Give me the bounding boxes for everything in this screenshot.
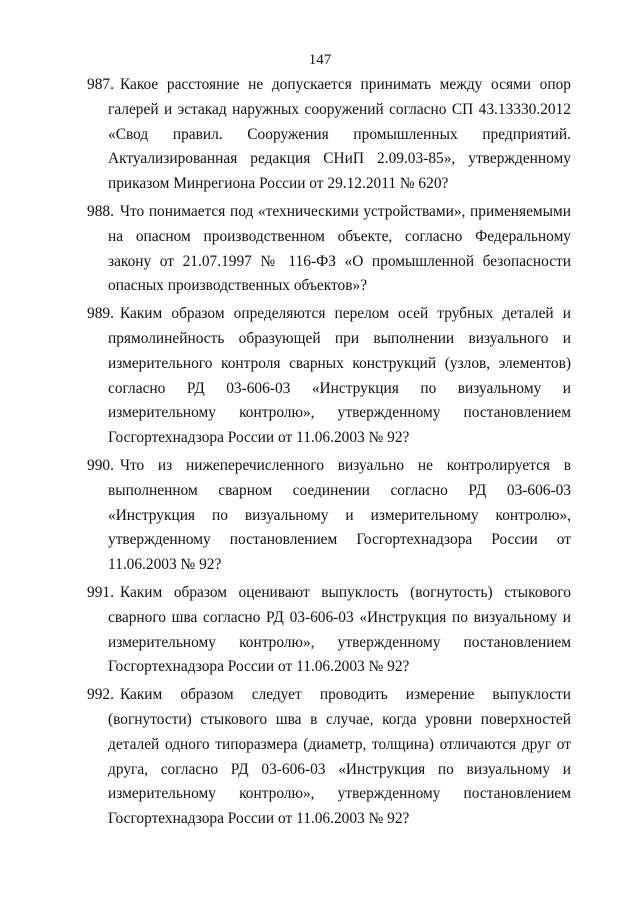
question-text: Каким образом определяются перелом осей трубных деталей и прямолинейность образующей при выполнении визуального и измерительного контроля сварных конструкций (узлов, элементов) согласно РД 03-606-03 «Инструкция по визуальному и измерительному контролю», утвержденному постановлением Госгортехнадзора России от 11.06.2003 № 92? [108,305,571,447]
page-number: 147 [308,52,332,68]
question-number: 987. [87,76,114,93]
question-item [88,454,571,578]
question-item [88,200,571,299]
question-text: Какое расстояние не допускается принимать между осями опор галерей и эстакад наружных сооружений согласно СП 43.13330.2012 «Свод правил. Сооружения промышленных предприятий. Актуализированная редакция СНиП 2.09.03-85», утвержденному приказом Минрегиона России от 29.12.2011 № 620? [108,76,571,193]
question-item [88,73,571,197]
question-list [88,73,571,835]
question-text: Что из нижеперечисленного визуально не контролируется в выполненном сварном соединении согласно РД 03-606-03 «Инструкция по визуальному и измерительному контролю», утвержденному постановлением Госгортехнадзора России от 11.06.2003 № 92? [108,456,571,574]
question-number: 991. [87,583,114,601]
question-text: Каким образом оценивают выпуклость (вогнутость) стыкового сварного шва согласно РД 03-606-03 «Инструкция по визуальному и измерительному контролю», утвержденному постановлением Госгортехнадзора России от 11.06.2003 № 92? [108,583,571,676]
question-item [88,683,571,832]
question-number: 990. [87,456,114,474]
question-text: Что понимается под «техническими устройствами», применяемыми на опасном производственном объекте, согласно Федеральному закону от 21.07.1997 № 116-ФЗ «О промышленной безопасности опасных производственных объектов»? [108,202,571,295]
question-number: 988. [87,202,114,220]
question-number: 992. [87,686,114,704]
question-item [88,581,571,680]
question-item [88,302,571,451]
question-text: Каким образом следует проводить измерение выпуклости (вогнутости) стыкового шва в случае, когда уровни поверхностей деталей одного типоразмера (диаметр, толщина) отличаются друг от друга, согласно РД 03-606-03 «Инструкция по визуальному и измерительному контролю», утвержденному постановлением Госгортехнадзора России от 11.06.2003 № 92? [108,686,571,828]
question-number: 989. [87,305,114,323]
